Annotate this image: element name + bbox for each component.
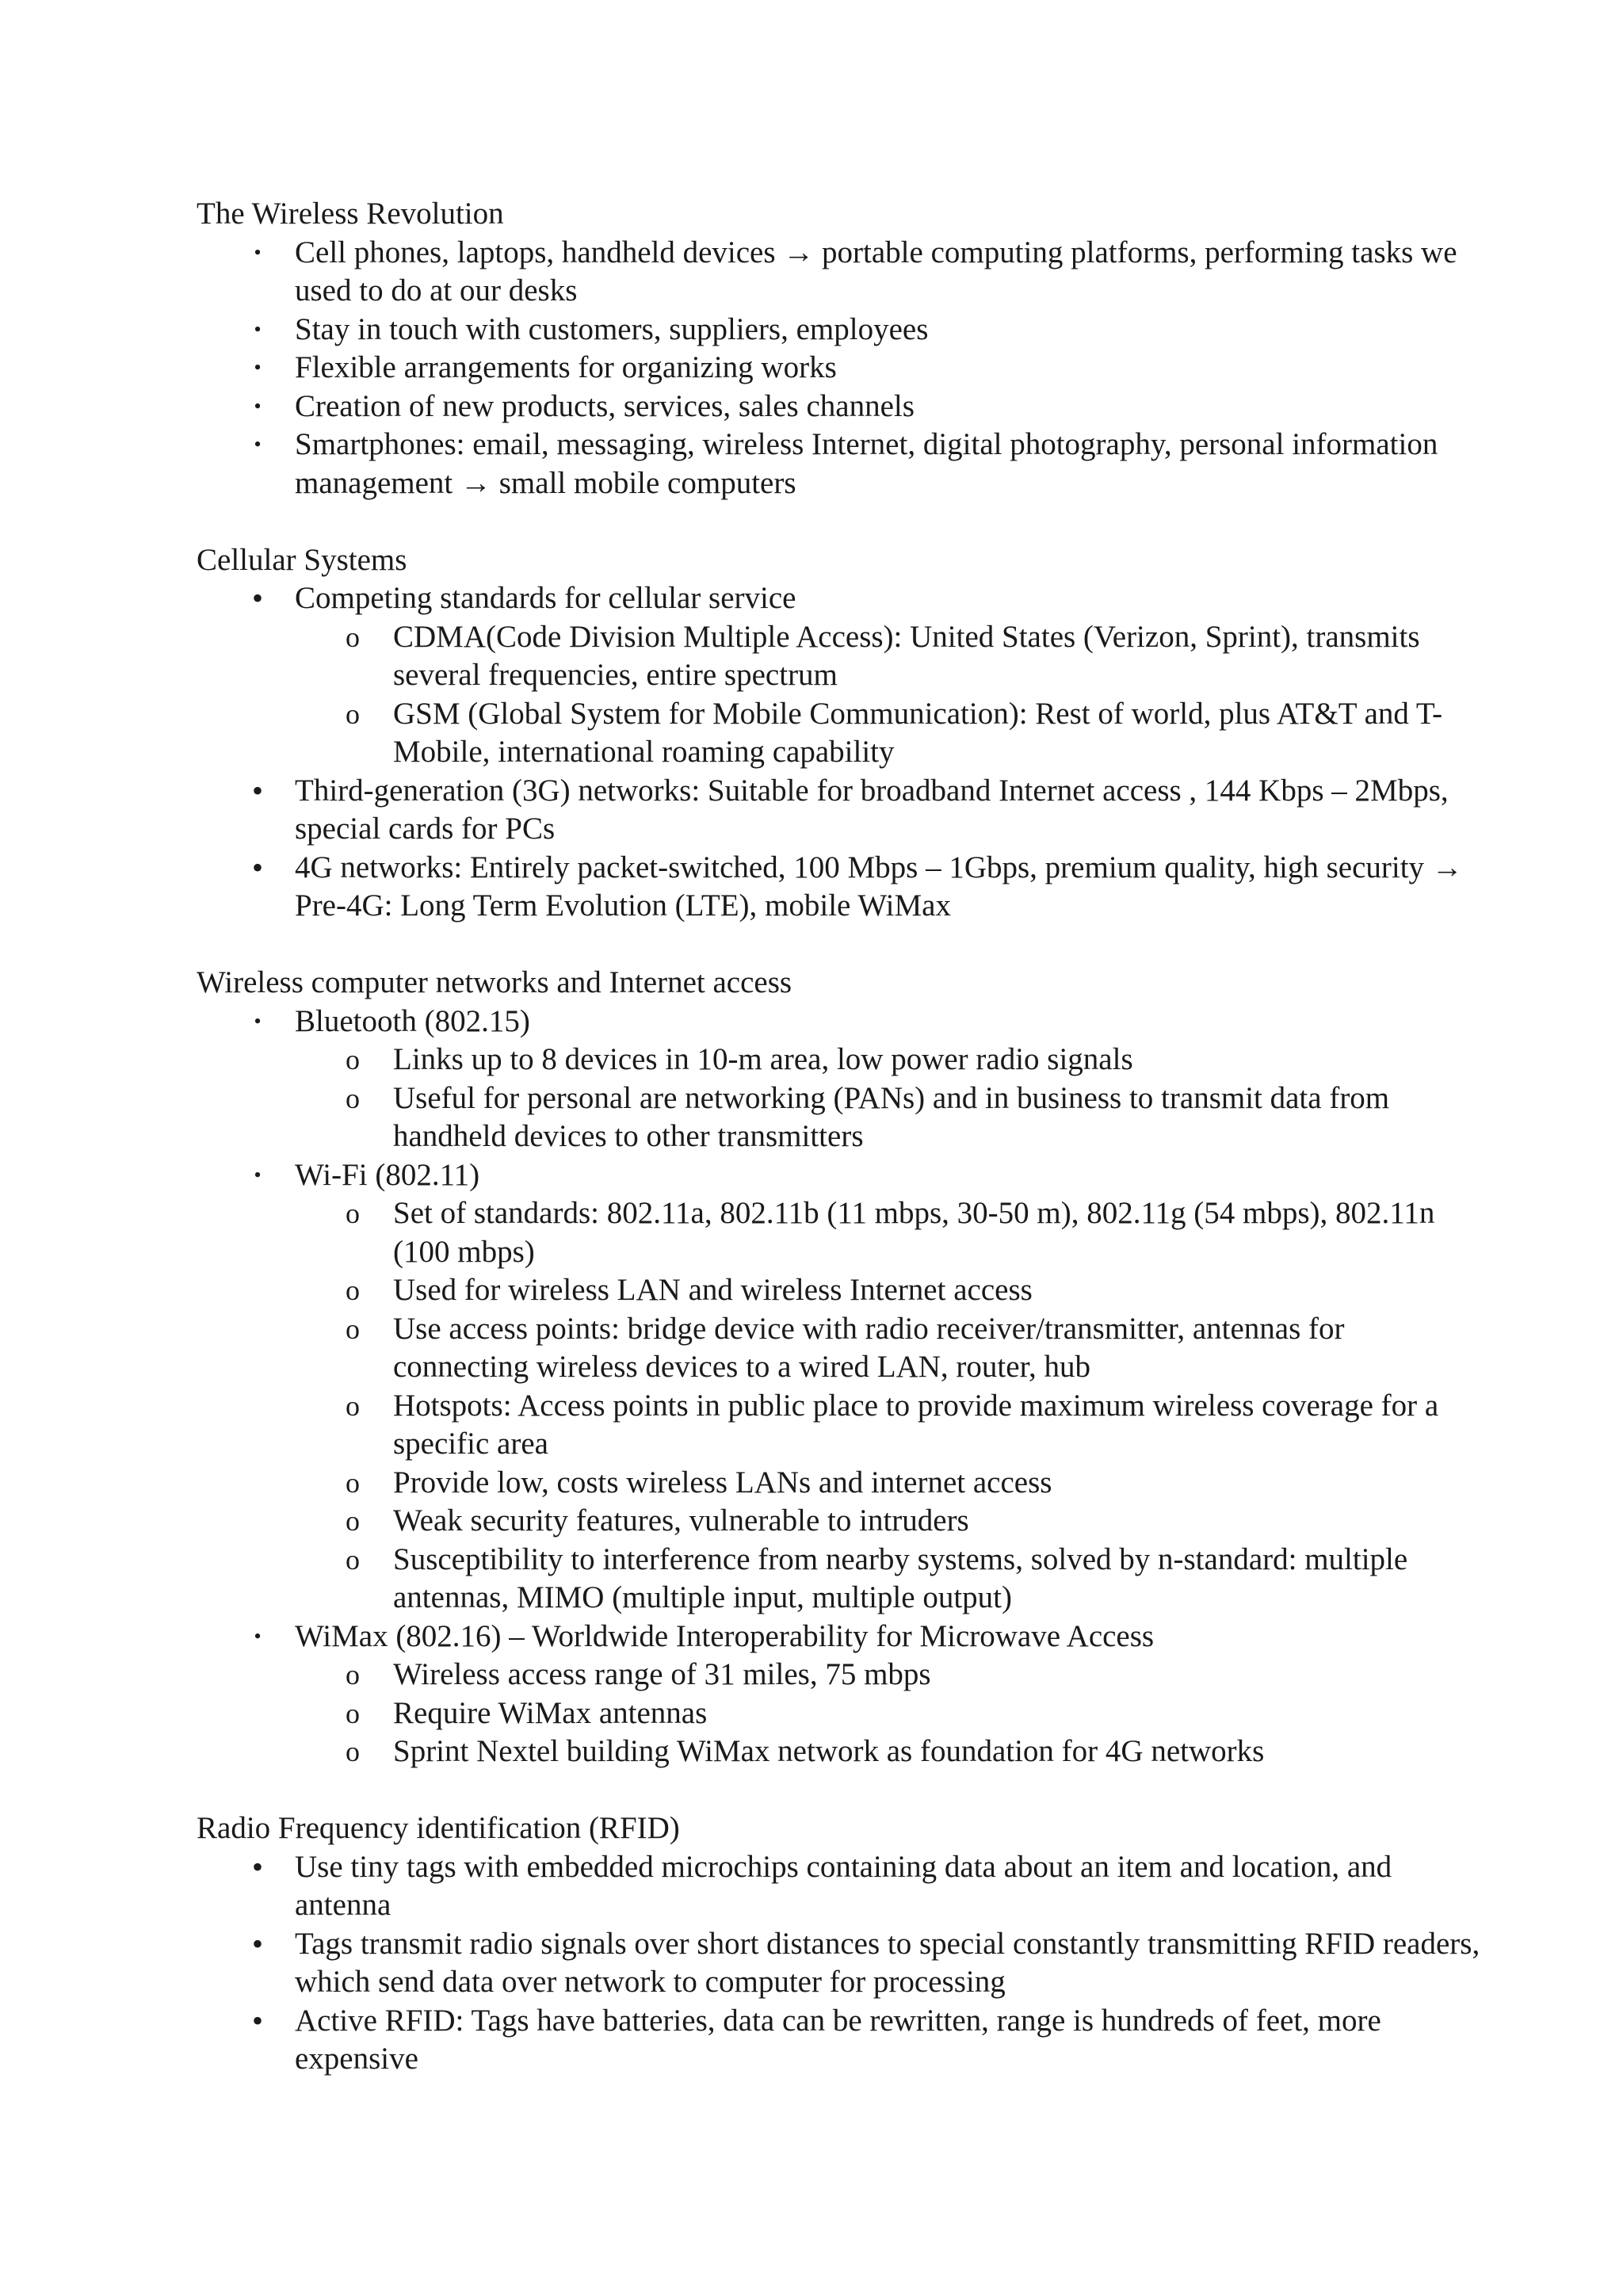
section-heading: Cellular Systems — [197, 542, 407, 577]
sub-list-item: o Susceptibility to interference from nearby systems, solved by n-standard: multiple antennas, MIMO (multiple input, multiple output) — [295, 1541, 1480, 1618]
bullet-icon: • — [251, 1925, 263, 1962]
sub-list-item: o GSM (Global System for Mobile Communication): Rest of world, plus AT&T and T-Mobile, international roaming capability — [295, 695, 1480, 772]
circle-bullet-icon: o — [346, 1466, 360, 1499]
section-wireless-networks — [197, 964, 1480, 1771]
circle-bullet-icon: o — [346, 1736, 360, 1767]
document-page — [197, 195, 1480, 2117]
circle-bullet-icon: o — [346, 697, 360, 730]
circle-bullet-icon: o — [346, 1198, 360, 1229]
list-item: • Tags transmit radio signals over short distances to special constantly transmitting RFID readers, which send data over network to computer for processing — [197, 1925, 1480, 2002]
circle-bullet-icon: o — [346, 1274, 360, 1306]
sub-list-item: o Useful for personal are networking (PANs) and in business to transmit data from handheld devices to other transmitters — [295, 1079, 1480, 1156]
sub-list-item: o Weak security features, vulnerable to intruders — [295, 1502, 1480, 1541]
list-item: • Third-generation (3G) networks: Suitable for broadband Internet access , 144 Kbps – 2Mbps, special cards for PCs — [197, 772, 1480, 849]
bullet-list — [197, 1848, 1480, 2079]
section-heading: Wireless computer networks and Internet access — [197, 965, 792, 999]
list-item: • Use tiny tags with embedded microchips containing data about an item and location, and antenna — [197, 1848, 1480, 1925]
bullet-icon: • — [254, 240, 262, 264]
bullet-icon: • — [254, 394, 262, 418]
bullet-icon: • — [254, 433, 262, 456]
circle-bullet-icon: o — [346, 1505, 360, 1537]
sub-list-item: o Require WiMax antennas — [295, 1694, 1480, 1733]
section-wireless-revolution — [197, 195, 1480, 502]
sub-list-item: o Hotspots: Access points in public place to provide maximum wireless coverage for a specific area — [295, 1387, 1480, 1464]
list-item: • Flexible arrangements for organizing works — [197, 349, 1480, 388]
list-item: • Bluetooth (802.15) o Links up to 8 devices in 10-m area, low power radio signals o Useful for personal are networking (PANs) and in business to transmit data from handheld devices to other transmitters — [197, 1003, 1480, 1156]
sub-list-item: o Provide low, costs wireless LANs and internet access — [295, 1464, 1480, 1503]
list-item: • WiMax (802.16) – Worldwide Interoperability for Microwave Access o Wireless access range of 31 miles, 75 mbps o Require WiMax antennas o Sprint Nextel building WiMax network as foundation for 4G networks — [197, 1618, 1480, 1771]
bullet-list — [197, 1003, 1480, 1771]
circle-bullet-icon: o — [346, 1312, 360, 1345]
sub-list — [295, 1656, 1480, 1771]
list-item: • Competing standards for cellular service o CDMA(Code Division Multiple Access): United States (Verizon, Sprint), transmits several frequencies, entire spectrum o GSM (Global System for Mobile Communication): Rest of world, plus AT&T and T-Mobile, international roaming capability — [197, 579, 1480, 772]
circle-bullet-icon: o — [346, 1659, 360, 1690]
sub-list — [295, 1194, 1480, 1618]
circle-bullet-icon: o — [346, 1044, 360, 1075]
circle-bullet-icon: o — [346, 1697, 360, 1729]
bullet-icon: • — [251, 1848, 263, 1885]
bullet-list — [197, 579, 1480, 926]
bullet-icon: • — [254, 356, 262, 379]
list-item: • Cell phones, laptops, handheld devices → portable computing platforms, performing tasks we used to do at our desks — [197, 234, 1480, 311]
section-heading: The Wireless Revolution — [197, 197, 504, 231]
sub-list — [295, 618, 1480, 772]
bullet-icon: • — [254, 1163, 262, 1186]
bullet-icon: • — [254, 317, 262, 341]
sub-list-item: o Wireless access range of 31 miles, 75 mbps — [295, 1656, 1480, 1694]
list-item: • Smartphones: email, messaging, wireless Internet, digital photography, personal information management → small mobile computers — [197, 426, 1480, 502]
bullet-icon: • — [251, 580, 263, 616]
bullet-icon: • — [251, 772, 263, 808]
circle-bullet-icon: o — [346, 1389, 360, 1422]
section-heading: Radio Frequency identification (RFID) — [197, 1811, 680, 1845]
sub-list-item: o Links up to 8 devices in 10-m area, low power radio signals — [295, 1041, 1480, 1079]
list-item: • Wi-Fi (802.11) o Set of standards: 802.11a, 802.11b (11 mbps, 30-50 m), 802.11g (54 mbps), 802.11n (100 mbps) o Used for wireless LAN and wireless Internet access o Use access points: bridge device with radio receiver/transmitter, antennas for connecting wireless devices to a wired LAN, router, hub o Hotspots: Access points in public place to provide maximum wireless coverage for a specific area o Provide low, costs wireless LANs and internet access o Weak security features, vulnerable to intruders o Susceptibility to interference from nearby systems, solved by n-standard: multiple antennas, MIMO (multiple input, multiple output) — [197, 1156, 1480, 1618]
sub-list-item: o CDMA(Code Division Multiple Access): United States (Verizon, Sprint), transmits several frequencies, entire spectrum — [295, 618, 1480, 695]
bullet-icon: • — [251, 2002, 263, 2038]
list-item: • Active RFID: Tags have batteries, data can be rewritten, range is hundreds of feet, more expensive — [197, 2002, 1480, 2079]
circle-bullet-icon: o — [346, 1543, 360, 1576]
bullet-list — [197, 234, 1480, 503]
circle-bullet-icon: o — [346, 1082, 360, 1114]
list-item: • 4G networks: Entirely packet-switched, 100 Mbps – 1Gbps, premium quality, high security → Pre-4G: Long Term Evolution (LTE), mobile WiMax — [197, 849, 1480, 926]
sub-list-item: o Use access points: bridge device with radio receiver/transmitter, antennas for connecting wireless devices to a wired LAN, router, hub — [295, 1310, 1480, 1387]
bullet-icon: • — [254, 1624, 262, 1648]
sub-list-item: o Set of standards: 802.11a, 802.11b (11 mbps, 30-50 m), 802.11g (54 mbps), 802.11n (100 mbps) — [295, 1194, 1480, 1271]
sub-list-item: o Used for wireless LAN and wireless Internet access — [295, 1271, 1480, 1310]
bullet-icon: • — [251, 849, 263, 885]
circle-bullet-icon: o — [346, 621, 360, 653]
bullet-icon: • — [254, 1009, 262, 1033]
list-item: • Creation of new products, services, sales channels — [197, 388, 1480, 426]
sub-list — [295, 1041, 1480, 1156]
sub-list-item: o Sprint Nextel building WiMax network as foundation for 4G networks — [295, 1733, 1480, 1771]
list-item: • Stay in touch with customers, suppliers, employees — [197, 311, 1480, 350]
section-cellular-systems — [197, 541, 1480, 926]
section-rfid — [197, 1809, 1480, 2079]
